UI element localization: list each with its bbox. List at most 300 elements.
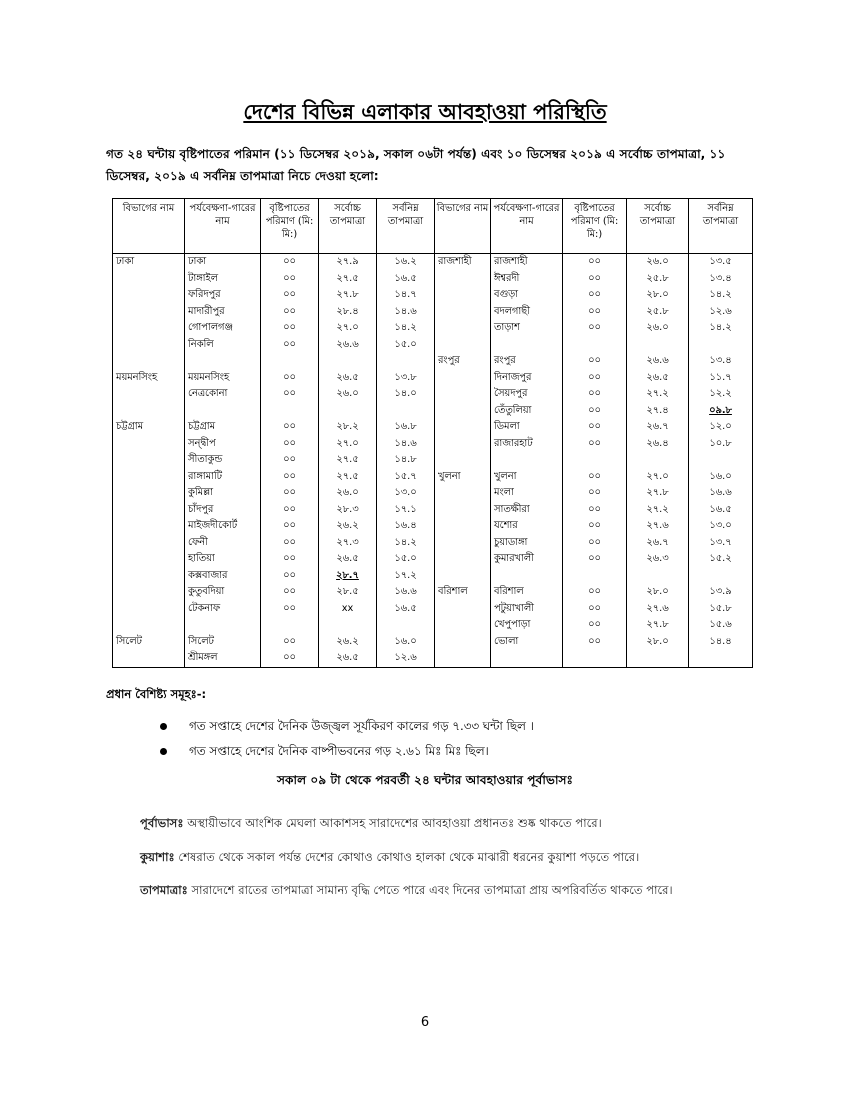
table-cell: ০০ bbox=[261, 386, 319, 403]
table-cell: রংপুর bbox=[491, 353, 563, 370]
highlights-label: প্রধান বৈশিষ্ট্য সমূহঃ-: bbox=[106, 687, 207, 701]
table-cell: ০০ bbox=[261, 650, 319, 667]
table-cell: ২৬.৭ bbox=[627, 535, 689, 552]
table-row bbox=[113, 634, 753, 651]
header-station: পর্যবেক্ষণা-গারের নাম bbox=[491, 199, 563, 254]
table-cell: ১৫.৭ bbox=[377, 469, 435, 486]
table-cell: ০০ bbox=[563, 584, 627, 601]
table-cell: ২৭.০ bbox=[319, 436, 377, 453]
table-cell: মাইজদীকোর্ট bbox=[185, 518, 261, 535]
table-row bbox=[113, 287, 753, 304]
table-cell: ০০ bbox=[563, 469, 627, 486]
table-cell bbox=[627, 337, 689, 354]
table-row bbox=[113, 485, 753, 502]
table-cell: ২৮.৫ bbox=[319, 584, 377, 601]
header-rainfall: বৃষ্টিপাতের পরিমাণ (মি: মি:) bbox=[261, 199, 319, 254]
table-cell: বরিশাল bbox=[491, 584, 563, 601]
table-cell bbox=[113, 337, 185, 354]
header-station: পর্যবেক্ষণা-গারের নাম bbox=[185, 199, 261, 254]
table-row bbox=[113, 370, 753, 387]
table-cell: ০০ bbox=[261, 535, 319, 552]
table-cell: ০০ bbox=[563, 287, 627, 304]
table-cell: ২৭.৩ bbox=[319, 535, 377, 552]
table-cell: ২৬.০ bbox=[627, 320, 689, 337]
table-row bbox=[113, 353, 753, 370]
table-cell: কুতুবদিয়া bbox=[185, 584, 261, 601]
table-cell: যশোর bbox=[491, 518, 563, 535]
table-cell: ১৬.৫ bbox=[377, 271, 435, 288]
table-cell: সীতাকুন্ড bbox=[185, 452, 261, 469]
table-cell: ০০ bbox=[563, 254, 627, 271]
table-cell: ০০ bbox=[261, 436, 319, 453]
table-cell: ২৭.৬ bbox=[627, 601, 689, 618]
header-max-temp: সর্বোচ্চ তাপমাত্রা bbox=[627, 199, 689, 254]
table-cell: ১৪.২ bbox=[377, 320, 435, 337]
table-cell bbox=[377, 403, 435, 420]
table-cell: ১৫.৬ bbox=[689, 617, 753, 634]
table-cell bbox=[261, 353, 319, 370]
table-cell: ১৪.২ bbox=[689, 287, 753, 304]
table-cell: xx bbox=[319, 601, 377, 618]
table-cell: ফরিদপুর bbox=[185, 287, 261, 304]
table-cell: ভোলা bbox=[491, 634, 563, 651]
table-cell bbox=[563, 568, 627, 585]
table-cell: ০০ bbox=[563, 535, 627, 552]
table-cell bbox=[319, 617, 377, 634]
table-cell: ০০ bbox=[261, 419, 319, 436]
table-cell: ১৭.২ bbox=[377, 568, 435, 585]
table-cell: ১১.৭ bbox=[689, 370, 753, 387]
table-cell bbox=[113, 485, 185, 502]
table-cell: চুয়াডাঙ্গা bbox=[491, 535, 563, 552]
table-row bbox=[113, 601, 753, 618]
table-cell: ১৩.৪ bbox=[689, 271, 753, 288]
header-rainfall: বৃষ্টিপাতের পরিমাণ (মি: মি:) bbox=[563, 199, 627, 254]
table-cell: ১৪.৭ bbox=[377, 287, 435, 304]
table-cell bbox=[113, 304, 185, 321]
table-cell: ১৪.২ bbox=[377, 535, 435, 552]
table-cell: কক্সবাজার bbox=[185, 568, 261, 585]
table-row bbox=[113, 617, 753, 634]
table-cell: ১৩.৫ bbox=[689, 254, 753, 271]
table-cell bbox=[435, 551, 491, 568]
forecast-temperature: তাপমাত্রাঃ সারাদেশে রাতের তাপমাত্রা সামান্য বৃদ্ধি পেতে পারে এবং দিনের তাপমাত্রা প্রায় অপরিবর্তিত থাকতে পারে। bbox=[140, 883, 673, 897]
table-cell bbox=[113, 403, 185, 420]
table-cell: ঢাকা bbox=[185, 254, 261, 271]
table-cell: ১৬.৮ bbox=[377, 419, 435, 436]
table-cell: ১৩.৯ bbox=[689, 584, 753, 601]
table-cell: ২৬.০ bbox=[319, 485, 377, 502]
table-cell: ০০ bbox=[261, 568, 319, 585]
table-cell bbox=[435, 287, 491, 304]
table-cell: চট্টগ্রাম bbox=[113, 419, 185, 436]
table-cell bbox=[185, 353, 261, 370]
table-cell: ২৬.২ bbox=[319, 634, 377, 651]
table-cell bbox=[435, 337, 491, 354]
table-cell: ০০ bbox=[261, 304, 319, 321]
table-cell: ঈশ্বরদী bbox=[491, 271, 563, 288]
table-cell: ২৬.৬ bbox=[319, 337, 377, 354]
forecast-fog: কুয়াশাঃ শেষরাত থেকে সকাল পর্যন্ত দেশের কোথাও কোথাও হালকা থেকে মাঝারী ধরনের কুয়াশা পড়তে পারে। bbox=[140, 850, 640, 864]
table-cell: ২৭.৫ bbox=[319, 271, 377, 288]
table-row bbox=[113, 551, 753, 568]
table-cell: কুমিল্লা bbox=[185, 485, 261, 502]
table-row bbox=[113, 403, 753, 420]
table-cell: ০০ bbox=[563, 485, 627, 502]
table-cell: ১৭.১ bbox=[377, 502, 435, 519]
table-cell: ঢাকা bbox=[113, 254, 185, 271]
table-row bbox=[113, 386, 753, 403]
list-item: গত সপ্তাহে দেশের দৈনিক বাষ্পীভবনের গড় ২.৬১ মিঃ মিঃ ছিল। bbox=[160, 739, 534, 764]
table-cell: ১৬.০ bbox=[377, 634, 435, 651]
table-cell bbox=[435, 436, 491, 453]
table-cell: ১৪.৬ bbox=[377, 304, 435, 321]
table-cell: ১৩.৪ bbox=[689, 353, 753, 370]
header-min-temp: সর্বনিম্ন তাপমাত্রা bbox=[689, 199, 753, 254]
table-cell: ০০ bbox=[261, 287, 319, 304]
table-cell: ২৫.৮ bbox=[627, 271, 689, 288]
table-cell bbox=[627, 452, 689, 469]
table-cell: ২৭.৪ bbox=[627, 403, 689, 420]
table-cell bbox=[113, 271, 185, 288]
table-cell bbox=[113, 452, 185, 469]
table-cell: ২৬.৫ bbox=[319, 650, 377, 667]
table-cell: চাঁদপুর bbox=[185, 502, 261, 519]
table-cell: ১৫.৮ bbox=[689, 601, 753, 618]
table-cell bbox=[491, 650, 563, 667]
list-item: গত সপ্তাহে দেশের দৈনিক উজ্জ্বল সূর্যকিরণ কালের গড় ৭.৩৩ ঘন্টা ছিল । bbox=[160, 714, 534, 739]
table-cell: ২৭.৮ bbox=[627, 617, 689, 634]
bullet-icon bbox=[160, 748, 167, 755]
table-cell bbox=[563, 452, 627, 469]
table-cell: সাতক্ষীরা bbox=[491, 502, 563, 519]
table-cell: ১৬.২ bbox=[377, 254, 435, 271]
table-cell: খুলনা bbox=[491, 469, 563, 486]
table-cell: ২৭.৯ bbox=[319, 254, 377, 271]
table-cell: ২৬.০ bbox=[319, 386, 377, 403]
table-cell: ২৭.৫ bbox=[319, 452, 377, 469]
table-cell: ০০ bbox=[563, 502, 627, 519]
table-cell bbox=[563, 337, 627, 354]
table-cell: ০০ bbox=[261, 271, 319, 288]
table-cell: ১৫.২ bbox=[689, 551, 753, 568]
table-cell: ০০ bbox=[563, 518, 627, 535]
table-cell bbox=[435, 304, 491, 321]
table-cell bbox=[113, 568, 185, 585]
table-cell: ২৬.৭ bbox=[627, 419, 689, 436]
table-row bbox=[113, 254, 753, 271]
table-cell: ১৪.৬ bbox=[377, 436, 435, 453]
table-cell: মংলা bbox=[491, 485, 563, 502]
table-cell: ০০ bbox=[563, 370, 627, 387]
table-cell bbox=[491, 568, 563, 585]
table-cell bbox=[113, 601, 185, 618]
table-cell: ১৪.২ bbox=[689, 320, 753, 337]
table-cell bbox=[377, 617, 435, 634]
table-cell bbox=[491, 452, 563, 469]
table-cell: সিলেট bbox=[113, 634, 185, 651]
table-cell: ০০ bbox=[563, 386, 627, 403]
table-row bbox=[113, 271, 753, 288]
table-cell: ২৭.৬ bbox=[627, 518, 689, 535]
table-cell: টেকনাফ bbox=[185, 601, 261, 618]
table-cell: ২৮.৪ bbox=[319, 304, 377, 321]
table-cell: ০০ bbox=[563, 353, 627, 370]
table-cell bbox=[435, 650, 491, 667]
page-number: 6 bbox=[420, 1015, 430, 1030]
weather-table bbox=[112, 198, 753, 668]
table-row bbox=[113, 584, 753, 601]
table-row bbox=[113, 568, 753, 585]
table-cell: ২৮.০ bbox=[627, 634, 689, 651]
table-cell bbox=[113, 650, 185, 667]
table-cell: বগুড়া bbox=[491, 287, 563, 304]
table-header-row bbox=[113, 199, 753, 254]
table-cell: ০০ bbox=[261, 452, 319, 469]
table-cell bbox=[689, 337, 753, 354]
table-row bbox=[113, 337, 753, 354]
table-cell: ২৮.০ bbox=[627, 584, 689, 601]
table-cell: ২৮.৭ bbox=[319, 568, 377, 585]
table-cell: ২৭.২ bbox=[627, 386, 689, 403]
table-cell bbox=[627, 568, 689, 585]
table-cell bbox=[113, 502, 185, 519]
table-cell: ০০ bbox=[261, 370, 319, 387]
table-row bbox=[113, 469, 753, 486]
table-cell bbox=[435, 386, 491, 403]
header-min-temp: সর্বনিম্ন তাপমাত্রা bbox=[377, 199, 435, 254]
table-cell bbox=[435, 271, 491, 288]
table-cell: ১৬.৬ bbox=[689, 485, 753, 502]
intro-text: গত ২৪ ঘন্টায় বৃষ্টিপাতের পরিমান (১১ ডিসেম্বর ২০১৯, সকাল ০৬টা পর্যন্ত) এবং ১০ ডিসেম্বর ২০১৯ এ সর্বোচ্চ তাপমাত্রা, ১১ ডিসেম্বর, ২০১৯ এ সর্বনিম্ন তাপমাত্রা নিচে দেওয়া হলো: bbox=[106, 147, 726, 183]
table-cell bbox=[491, 337, 563, 354]
table-cell bbox=[261, 617, 319, 634]
table-cell bbox=[435, 419, 491, 436]
table-cell: ২৬.৩ bbox=[627, 551, 689, 568]
table-row bbox=[113, 535, 753, 552]
table-cell: ০০ bbox=[261, 584, 319, 601]
table-cell: সৈয়দপুর bbox=[491, 386, 563, 403]
table-row bbox=[113, 304, 753, 321]
table-cell bbox=[435, 452, 491, 469]
table-cell: ০০ bbox=[563, 617, 627, 634]
table-row bbox=[113, 502, 753, 519]
table-cell: নেত্রকোনা bbox=[185, 386, 261, 403]
table-cell bbox=[113, 617, 185, 634]
table-cell: ০০ bbox=[261, 518, 319, 535]
table-cell: ২৫.৮ bbox=[627, 304, 689, 321]
table-cell bbox=[435, 485, 491, 502]
table-cell bbox=[113, 469, 185, 486]
table-cell: ১৬.৪ bbox=[377, 518, 435, 535]
table-cell: ০০ bbox=[261, 502, 319, 519]
table-cell bbox=[113, 518, 185, 535]
table-cell bbox=[435, 518, 491, 535]
table-cell: ১৫.০ bbox=[377, 551, 435, 568]
table-cell: চট্টগ্রাম bbox=[185, 419, 261, 436]
table-cell: ২৬.৪ bbox=[627, 436, 689, 453]
table-cell: ০০ bbox=[563, 601, 627, 618]
table-cell: ২৬.৫ bbox=[627, 370, 689, 387]
table-cell: বদলগাছী bbox=[491, 304, 563, 321]
table-cell: ১৩.৮ bbox=[377, 370, 435, 387]
table-cell: ২৬.২ bbox=[319, 518, 377, 535]
table-cell bbox=[185, 403, 261, 420]
table-cell: ১৬.৫ bbox=[689, 502, 753, 519]
table-cell bbox=[435, 535, 491, 552]
table-cell: ২৮.৩ bbox=[319, 502, 377, 519]
table-cell: শ্রীমঙ্গল bbox=[185, 650, 261, 667]
table-cell: ০০ bbox=[563, 403, 627, 420]
table-cell: ১৪.০ bbox=[377, 386, 435, 403]
table-cell: টাঙ্গাইল bbox=[185, 271, 261, 288]
table-cell: গোপালগঞ্জ bbox=[185, 320, 261, 337]
table-cell: ১০.৮ bbox=[689, 436, 753, 453]
table-cell: ২৬.৬ bbox=[627, 353, 689, 370]
table-cell: রাঙ্গামাটি bbox=[185, 469, 261, 486]
highlights-list bbox=[160, 714, 534, 764]
table-cell bbox=[435, 320, 491, 337]
table-cell: কুমারখালী bbox=[491, 551, 563, 568]
table-cell: ময়মনসিংহ bbox=[113, 370, 185, 387]
table-row bbox=[113, 419, 753, 436]
forecast-heading: সকাল ০৯ টা থেকে পরবর্তী ২৪ ঘন্টার আবহাওয়ার পূর্বাভাসঃ bbox=[276, 773, 574, 787]
table-cell: ১২.২ bbox=[689, 386, 753, 403]
table-cell: রাজারহাট bbox=[491, 436, 563, 453]
table-cell bbox=[689, 452, 753, 469]
table-cell: মাদারীপুর bbox=[185, 304, 261, 321]
table-cell bbox=[689, 650, 753, 667]
table-cell: ০০ bbox=[261, 320, 319, 337]
header-max-temp: সর্বোচ্চ তাপমাত্রা bbox=[319, 199, 377, 254]
table-cell: ০০ bbox=[563, 304, 627, 321]
table-cell: ১২.৬ bbox=[377, 650, 435, 667]
table-cell: ১৩.৭ bbox=[689, 535, 753, 552]
table-row bbox=[113, 452, 753, 469]
table-cell: ২৬.৫ bbox=[319, 551, 377, 568]
table-cell: ১৩.০ bbox=[377, 485, 435, 502]
table-cell: ২৭.৮ bbox=[627, 485, 689, 502]
table-cell bbox=[261, 403, 319, 420]
table-cell: ০০ bbox=[261, 469, 319, 486]
table-cell bbox=[563, 650, 627, 667]
header-division: বিভাগের নাম bbox=[113, 199, 185, 254]
table-cell: ০০ bbox=[563, 419, 627, 436]
header-division: বিভাগের নাম bbox=[435, 199, 491, 254]
table-cell: ০০ bbox=[563, 634, 627, 651]
table-cell bbox=[435, 568, 491, 585]
table-cell: ময়মনসিংহ bbox=[185, 370, 261, 387]
table-cell: ২৭.০ bbox=[319, 320, 377, 337]
table-cell: তাড়াশ bbox=[491, 320, 563, 337]
table-cell: ১৬.০ bbox=[689, 469, 753, 486]
table-cell: ১৬.৫ bbox=[377, 601, 435, 618]
table-cell: ১৩.০ bbox=[689, 518, 753, 535]
table-cell: ০০ bbox=[261, 601, 319, 618]
table-row bbox=[113, 518, 753, 535]
table-cell bbox=[113, 535, 185, 552]
table-cell: রাজশাহী bbox=[491, 254, 563, 271]
table-cell: ২৬.৫ bbox=[319, 370, 377, 387]
table-cell: ০০ bbox=[563, 436, 627, 453]
page-title: দেশের বিভিন্ন এলাকার আবহাওয়া পরিস্থিতি bbox=[243, 100, 607, 124]
table-cell bbox=[113, 353, 185, 370]
table-cell: হাতিয়া bbox=[185, 551, 261, 568]
table-cell bbox=[435, 403, 491, 420]
table-cell bbox=[113, 551, 185, 568]
table-cell: ০০ bbox=[563, 271, 627, 288]
table-cell: ২৭.৮ bbox=[319, 287, 377, 304]
table-cell: ০০ bbox=[261, 254, 319, 271]
table-cell: ২৭.২ bbox=[627, 502, 689, 519]
table-cell bbox=[113, 320, 185, 337]
table-cell bbox=[113, 584, 185, 601]
table-cell: ২৭.০ bbox=[627, 469, 689, 486]
table-row bbox=[113, 650, 753, 667]
table-cell: ০০ bbox=[261, 634, 319, 651]
table-cell: খেপুপাড়া bbox=[491, 617, 563, 634]
table-cell: ০০ bbox=[261, 485, 319, 502]
table-cell: রাজশাহী bbox=[435, 254, 491, 271]
table-cell: ১৫.০ bbox=[377, 337, 435, 354]
table-cell: ০৯.৮ bbox=[689, 403, 753, 420]
table-cell bbox=[319, 353, 377, 370]
table-cell: ফেনী bbox=[185, 535, 261, 552]
table-cell bbox=[435, 617, 491, 634]
table-cell: ১৪.৮ bbox=[377, 452, 435, 469]
table-cell bbox=[435, 502, 491, 519]
table-row bbox=[113, 436, 753, 453]
table-row bbox=[113, 320, 753, 337]
table-cell bbox=[113, 287, 185, 304]
table-cell bbox=[435, 370, 491, 387]
table-cell: খুলনা bbox=[435, 469, 491, 486]
table-cell: ০০ bbox=[261, 337, 319, 354]
forecast-outlook: পূর্বাভাসঃ অস্থায়ীভাবে আংশিক মেঘলা আকাশসহ সারাদেশের আবহাওয়া প্রধানতঃ শুষ্ক থাকতে পারে। bbox=[140, 816, 602, 830]
table-cell: সিলেট bbox=[185, 634, 261, 651]
table-cell: বরিশাল bbox=[435, 584, 491, 601]
table-cell: নিকলি bbox=[185, 337, 261, 354]
table-cell bbox=[435, 634, 491, 651]
table-cell: সন্দ্বীপ bbox=[185, 436, 261, 453]
table-cell: রংপুর bbox=[435, 353, 491, 370]
table-cell bbox=[185, 617, 261, 634]
table-cell bbox=[435, 601, 491, 618]
table-cell: ২৮.০ bbox=[627, 287, 689, 304]
table-cell bbox=[627, 650, 689, 667]
table-cell: ০০ bbox=[563, 320, 627, 337]
table-cell: ১৪.৪ bbox=[689, 634, 753, 651]
table-cell: ১২.০ bbox=[689, 419, 753, 436]
table-cell: পটুয়াখালী bbox=[491, 601, 563, 618]
table-cell bbox=[113, 436, 185, 453]
table-cell: ১৬.৬ bbox=[377, 584, 435, 601]
table-cell: ২৭.৫ bbox=[319, 469, 377, 486]
table-cell: দিনাজপুর bbox=[491, 370, 563, 387]
table-cell: ১২.৬ bbox=[689, 304, 753, 321]
table-cell: ২৬.০ bbox=[627, 254, 689, 271]
table-cell: ডিমলা bbox=[491, 419, 563, 436]
table-cell: ০০ bbox=[563, 551, 627, 568]
table-cell: ২৮.২ bbox=[319, 419, 377, 436]
table-cell bbox=[319, 403, 377, 420]
table-cell bbox=[689, 568, 753, 585]
table-cell: তেঁতুলিয়া bbox=[491, 403, 563, 420]
table-cell bbox=[113, 386, 185, 403]
table-cell: ০০ bbox=[261, 551, 319, 568]
table-cell bbox=[377, 353, 435, 370]
bullet-icon bbox=[160, 723, 167, 730]
